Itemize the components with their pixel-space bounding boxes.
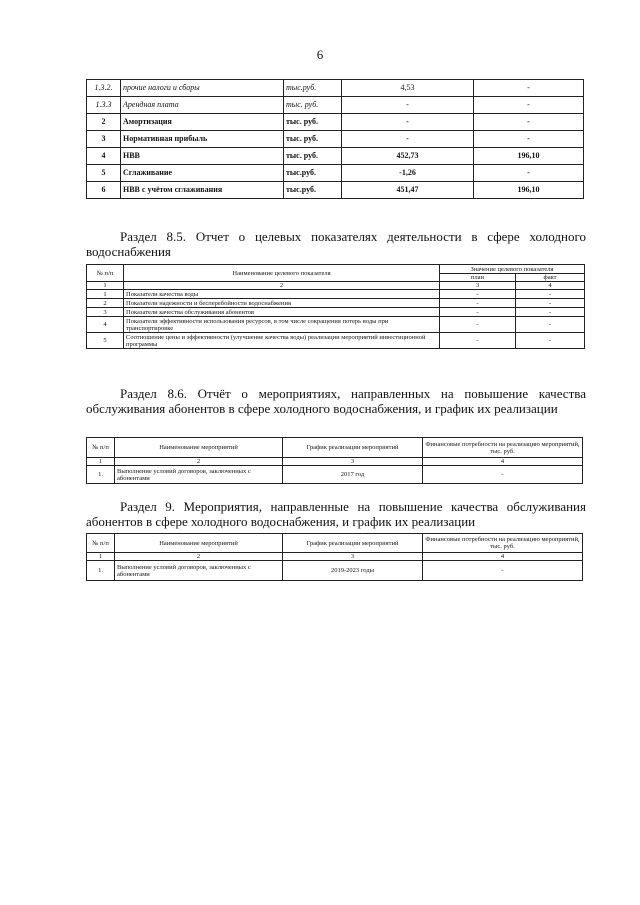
table-row [87,97,584,114]
col-schedule-header: График реализации мероприятий [283,534,423,553]
col-name-header: Наименование целевого показателя [124,265,440,282]
row-fact: - [516,299,585,308]
row-num: 3 [87,308,124,317]
row-name: Показатели качества обслуживания абонентов [124,308,440,317]
index-cell: 2 [115,458,283,466]
index-cell: 3 [283,458,423,466]
index-cell: 4 [516,282,585,290]
row-name: НВВ с учётом сглаживания [121,182,284,199]
row-plan: - [440,299,516,308]
col-name-header: Наименование мероприятий [115,534,283,553]
section-8-5-title: Раздел 8.5. Отчет о целевых показателях деятельности в сфере холодного водоснабжения [86,229,586,259]
row-finance: - [423,466,583,484]
section-8-6-title: Раздел 8.6. Отчёт о мероприятиях, направленных на повышение качества обслуживания абонентов в сфере холодного водоснабжения, и график их реализации [86,386,586,416]
row-fact: - [516,308,585,317]
section-9-title: Раздел 9. Мероприятия, направленные на повышение качества обслуживания абонентов в сфере холодного водоснабжения, и график их реализации [86,499,586,529]
row-plan: - [342,97,474,114]
row-num: 5 [87,165,121,182]
target-indicators-table [86,264,585,349]
measures-2019-2023-table [86,533,583,581]
row-plan: - [440,308,516,317]
col-num-header: № п/п [87,534,115,553]
row-plan: - [440,317,516,333]
row-num: 1. [87,466,115,484]
col-plan-header: план [440,274,516,282]
row-name: НВВ [121,148,284,165]
row-plan: 451,47 [342,182,474,199]
row-name: Показатели качества воды [124,290,440,299]
table-row [87,165,584,182]
row-name: Показатели эффективности использования ресурсов, в том числе сокращения потерь воды при транспортировке [124,317,440,333]
row-num: 2 [87,299,124,308]
row-num: 4 [87,317,124,333]
table-row [87,182,584,199]
row-num: 5 [87,333,124,349]
row-fact: - [516,317,585,333]
table-row [87,308,585,317]
col-num-header: № п/п [87,438,115,458]
row-unit: тыс. руб. [284,97,342,114]
row-schedule: 2017 год [283,466,423,484]
row-plan: 452,73 [342,148,474,165]
row-num: 1.3.2. [87,80,121,97]
row-unit: тыс. руб. [284,114,342,131]
index-cell: 1 [87,458,115,466]
row-fact: 196,10 [474,182,584,199]
row-fact: - [474,165,584,182]
col-schedule-header: График реализации мероприятий [283,438,423,458]
row-fact: - [474,80,584,97]
row-unit: тыс. руб. [284,148,342,165]
index-cell: 1 [87,553,115,561]
row-finance: - [423,561,583,581]
col-value-header: Значение целевого показателя [440,265,585,274]
row-fact: - [474,131,584,148]
table-row [87,148,584,165]
col-finance-header: Финансовые потребности на реализацию мероприятий, тыс. руб. [423,534,583,553]
index-cell: 3 [440,282,516,290]
table-row [87,333,585,349]
index-cell: 4 [423,458,583,466]
row-name: Соотношение цены и эффективности (улучшение качества воды) реализации мероприятий инвестиционной программы [124,333,440,349]
col-finance-header: Финансовые потребности на реализацию мероприятий, тыс. руб. [423,438,583,458]
table-row [87,561,583,581]
index-cell: 2 [124,282,440,290]
row-plan: - [440,290,516,299]
measures-2017-table [86,437,583,484]
row-num: 1. [87,561,115,581]
row-num: 6 [87,182,121,199]
row-name: Выполнение условий договоров, заключенных с абонентами [115,561,283,581]
row-name: Арендная плата [121,97,284,114]
row-num: 4 [87,148,121,165]
row-plan: - [342,114,474,131]
col-fact-header: факт [516,274,585,282]
col-num-header: № п/п [87,265,124,282]
table-row [87,131,584,148]
index-cell: 2 [115,553,283,561]
table-row [87,466,583,484]
col-name-header: Наименование мероприятий [115,438,283,458]
table-row [87,290,585,299]
row-fact: 196,10 [474,148,584,165]
index-cell: 3 [283,553,423,561]
row-plan: 4,53 [342,80,474,97]
row-num: 1.3.3 [87,97,121,114]
row-name: Амортизация [121,114,284,131]
page-number: 6 [316,47,324,62]
row-plan: -1,26 [342,165,474,182]
row-fact: - [516,290,585,299]
row-num: 2 [87,114,121,131]
table-row [87,317,585,333]
row-name: Сглаживание [121,165,284,182]
table-row [87,80,584,97]
row-fact: - [474,114,584,131]
row-num: 3 [87,131,121,148]
financial-table [86,79,584,199]
row-plan: - [440,333,516,349]
row-plan: - [342,131,474,148]
table-row [87,299,585,308]
row-fact: - [516,333,585,349]
row-unit: тыс.руб. [284,165,342,182]
table-row [87,114,584,131]
row-fact: - [474,97,584,114]
row-schedule: 2019-2023 годы [283,561,423,581]
row-num: 1 [87,290,124,299]
row-name: Выполнение условий договоров, заключенных с абонентами [115,466,283,484]
row-name: Нормативная прибыль [121,131,284,148]
row-name: прочие налоги и сборы [121,80,284,97]
row-name: Показатели надежности и бесперебойности водоснабжения [124,299,440,308]
row-unit: тыс.руб. [284,80,342,97]
index-cell: 1 [87,282,124,290]
index-cell: 4 [423,553,583,561]
row-unit: тыс. руб. [284,131,342,148]
row-unit: тыс.руб. [284,182,342,199]
